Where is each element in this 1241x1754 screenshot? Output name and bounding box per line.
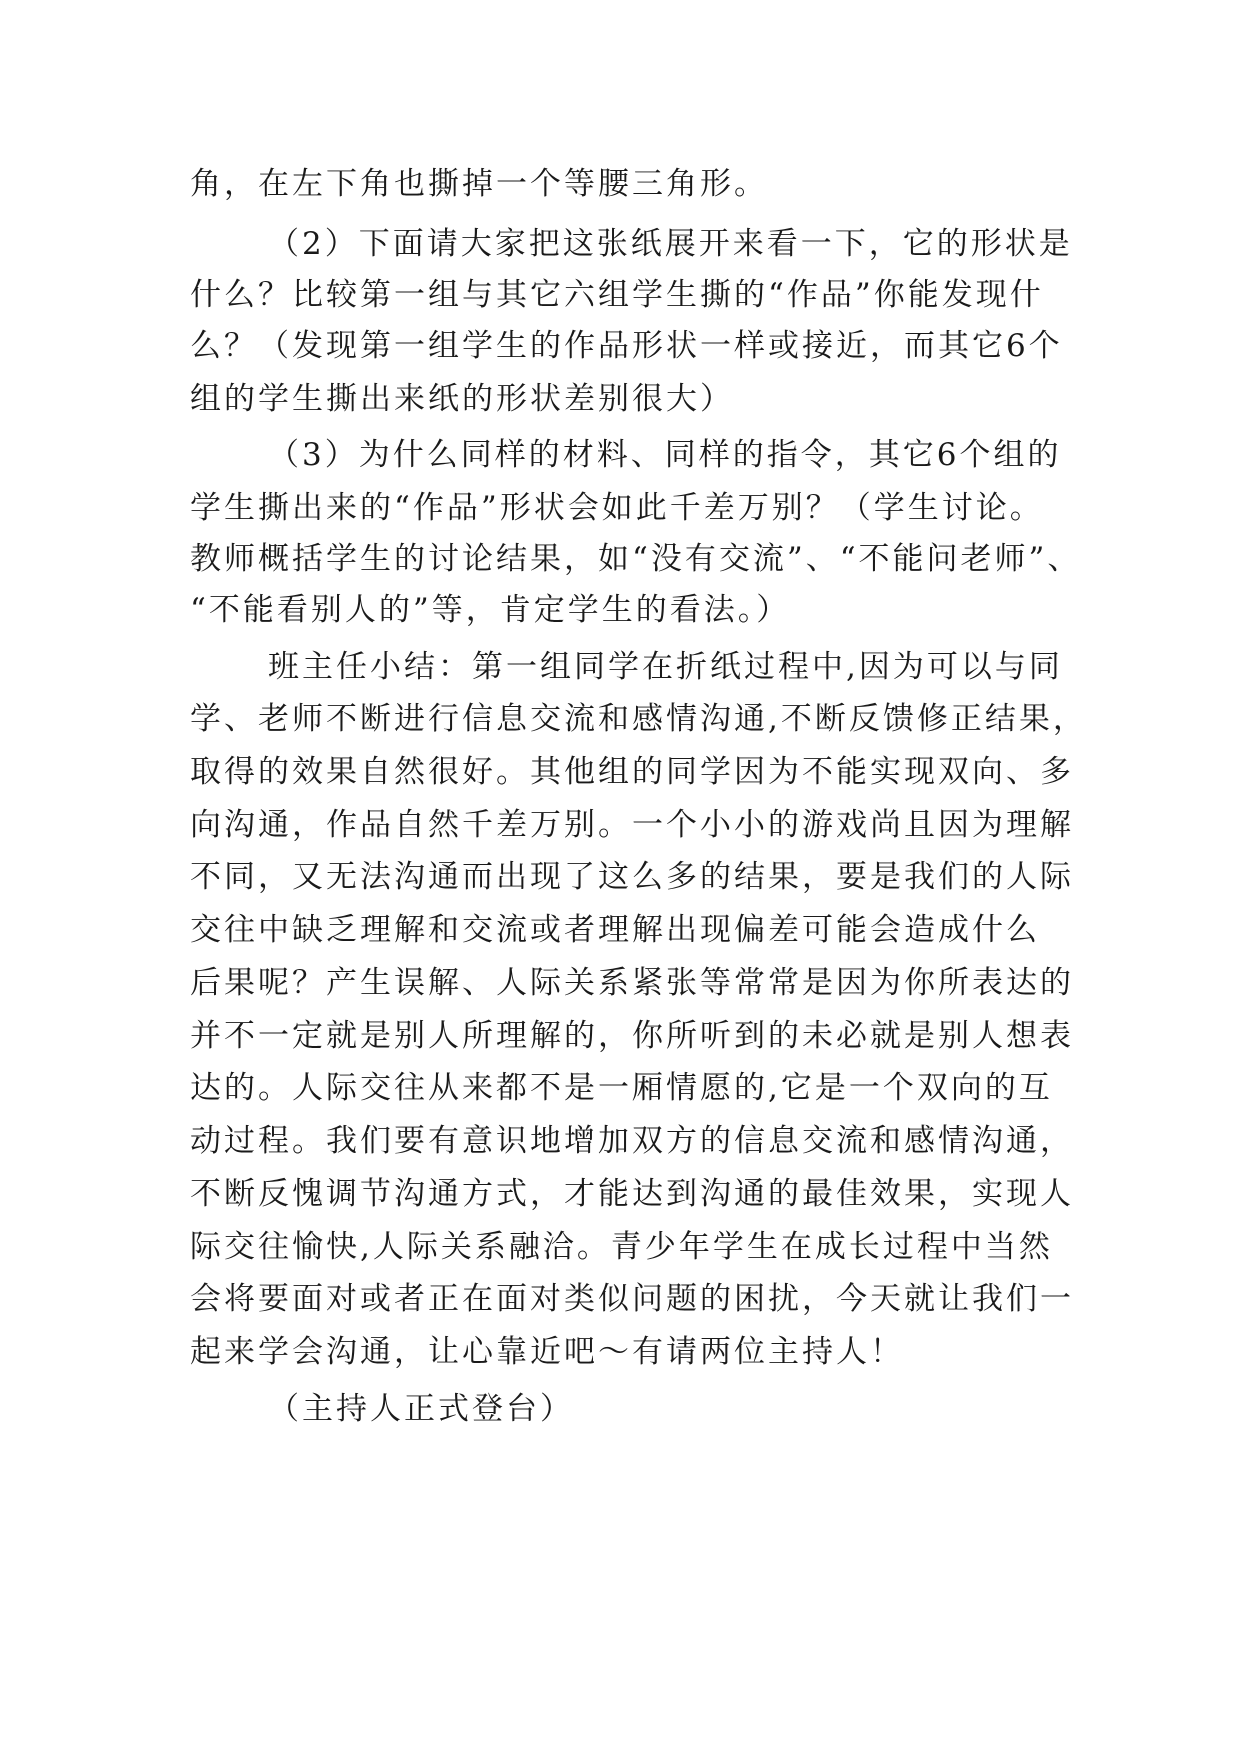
text-line: 角，在左下角也撕掉一个等腰三角形。 xyxy=(190,166,768,202)
text-line: 什么？比较第一组与其它六组学生撕的“作品”你能发现什 xyxy=(190,277,1044,313)
text-line: 不同，又无法沟通而出现了这么多的结果，要是我们的人际 xyxy=(190,859,1074,895)
paragraph-3-start: （3）为什么同样的材料、同样的指令，其它6个组的 xyxy=(268,437,1062,473)
text-line: 取得的效果自然很好。其他组的同学因为不能实现双向、多 xyxy=(190,754,1074,790)
text-line: 交往中缺乏理解和交流或者理解出现偏差可能会造成什么 xyxy=(190,912,1040,948)
text-line: 并不一定就是别人所理解的，你所听到的未必就是别人想表 xyxy=(190,1018,1074,1054)
host-entrance-note: （主持人正式登台） xyxy=(268,1391,574,1427)
text-line: 教师概括学生的讨论结果，如“没有交流”、“不能问老师”、 xyxy=(190,541,1082,577)
text-line: 动过程。我们要有意识地增加双方的信息交流和感情沟通， xyxy=(190,1123,1074,1159)
text-line: 么？（发现第一组学生的作品形状一样或接近，而其它6个 xyxy=(190,328,1063,364)
text-line: 向沟通，作品自然千差万别。一个小小的游戏尚且因为理解 xyxy=(190,807,1074,843)
text-line: 学生撕出来的“作品”形状会如此千差万别？（学生讨论。 xyxy=(190,490,1044,526)
text-line: 后果呢？产生误解、人际关系紧张等常常是因为你所表达的 xyxy=(190,965,1074,1001)
text-line: 学、老师不断进行信息交流和感情沟通,不断反馈修正结果， xyxy=(190,701,1087,737)
text-line: 组的学生撕出来纸的形状差别很大） xyxy=(190,381,734,417)
paragraph-2-start: （2）下面请大家把这张纸展开来看一下，它的形状是 xyxy=(268,226,1073,262)
text-line: 达的。人际交往从来都不是一厢情愿的,它是一个双向的互 xyxy=(190,1070,1053,1106)
text-line: 际交往愉快,人际关系融洽。青少年学生在成长过程中当然 xyxy=(190,1229,1053,1265)
text-line: “不能看别人的”等，肯定学生的看法。） xyxy=(190,592,791,628)
text-line: 不断反愧调节沟通方式，才能达到沟通的最佳效果，实现人 xyxy=(190,1176,1074,1212)
text-line: 会将要面对或者正在面对类似问题的困扰，今天就让我们一 xyxy=(190,1281,1074,1317)
text-line: 起来学会沟通，让心靠近吧～有请两位主持人！ xyxy=(190,1334,904,1370)
summary-paragraph-start: 班主任小结：第一组同学在折纸过程中,因为可以与同 xyxy=(268,649,1063,685)
